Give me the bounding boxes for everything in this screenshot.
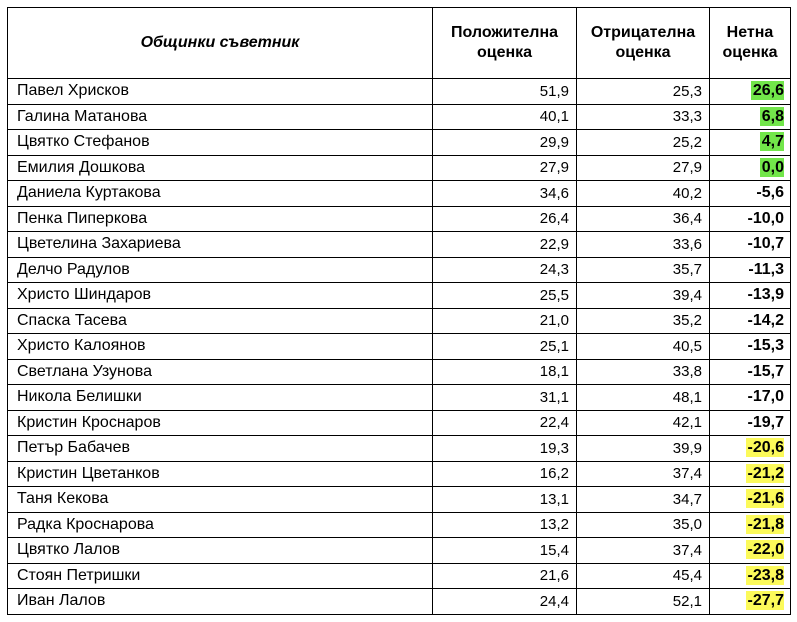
net-rating-value: 0,0 (761, 158, 784, 176)
net-rating-value: -27,7 (747, 592, 784, 610)
councillor-name: Стоян Петришки (8, 563, 433, 589)
negative-rating: 45,4 (577, 563, 710, 589)
negative-rating: 35,0 (577, 512, 710, 538)
councillor-name: Иван Лалов (8, 589, 433, 615)
net-rating (710, 181, 791, 207)
header-positive-line2: оценка (476, 44, 533, 61)
table-row (8, 155, 791, 181)
net-rating-value: -17,0 (747, 388, 784, 406)
table-row (8, 487, 791, 513)
net-rating-value: -23,8 (747, 566, 784, 584)
net-rating (710, 334, 791, 360)
net-rating-value: -13,9 (747, 286, 784, 304)
table-row (8, 104, 791, 130)
net-rating (710, 589, 791, 615)
positive-rating: 27,9 (433, 155, 577, 181)
table-row (8, 512, 791, 538)
net-rating-value: -14,2 (747, 311, 784, 329)
councillor-name: Кристин Кроснаров (8, 410, 433, 436)
positive-rating: 24,3 (433, 257, 577, 283)
header-net-line2: оценка (722, 44, 778, 61)
header-positive (433, 8, 577, 79)
negative-rating: 48,1 (577, 385, 710, 411)
table-row (8, 79, 791, 105)
positive-rating: 34,6 (433, 181, 577, 207)
councillor-name: Цвятко Лалов (8, 538, 433, 564)
positive-rating: 13,1 (433, 487, 577, 513)
negative-rating: 40,5 (577, 334, 710, 360)
table-row (8, 436, 791, 462)
net-rating (710, 206, 791, 232)
table-body (8, 79, 791, 615)
negative-rating: 25,3 (577, 79, 710, 105)
table-row (8, 538, 791, 564)
negative-rating: 27,9 (577, 155, 710, 181)
net-rating (710, 257, 791, 283)
negative-rating: 37,4 (577, 538, 710, 564)
net-rating-value: -15,7 (747, 362, 784, 380)
positive-rating: 29,9 (433, 130, 577, 156)
councillor-name: Христо Шиндаров (8, 283, 433, 309)
positive-rating: 22,9 (433, 232, 577, 258)
councillor-name: Цвятко Стефанов (8, 130, 433, 156)
negative-rating: 36,4 (577, 206, 710, 232)
net-rating (710, 130, 791, 156)
net-rating (710, 461, 791, 487)
positive-rating: 40,1 (433, 104, 577, 130)
positive-rating: 16,2 (433, 461, 577, 487)
net-rating (710, 232, 791, 258)
councillor-name: Павел Хрисков (8, 79, 433, 105)
positive-rating: 25,5 (433, 283, 577, 309)
councillor-name: Спаска Тасева (8, 308, 433, 334)
councillor-name: Даниела Куртакова (8, 181, 433, 207)
net-rating-value: -21,2 (747, 464, 784, 482)
net-rating (710, 155, 791, 181)
header-row (8, 8, 791, 79)
net-rating-value: -20,6 (747, 439, 784, 457)
header-positive-line1: Положителна (450, 24, 559, 41)
table-row (8, 257, 791, 283)
councillor-name: Христо Калоянов (8, 334, 433, 360)
negative-rating: 33,8 (577, 359, 710, 385)
ratings-table (7, 7, 791, 615)
net-rating-value: -19,7 (747, 413, 784, 431)
net-rating (710, 563, 791, 589)
councillor-name: Светлана Узунова (8, 359, 433, 385)
positive-rating: 13,2 (433, 512, 577, 538)
net-rating-value: -5,6 (756, 184, 784, 202)
table-row (8, 181, 791, 207)
net-rating-value: -22,0 (747, 541, 784, 559)
positive-rating: 31,1 (433, 385, 577, 411)
header-net-line1: Нетна (726, 24, 774, 41)
councillor-name: Делчо Радулов (8, 257, 433, 283)
net-rating (710, 410, 791, 436)
net-rating-value: -10,7 (747, 235, 784, 253)
councillor-name: Петър Бабачев (8, 436, 433, 462)
header-councillor: Общинки съветник (8, 8, 433, 79)
table-row (8, 283, 791, 309)
table-row (8, 589, 791, 615)
table-row (8, 206, 791, 232)
positive-rating: 21,6 (433, 563, 577, 589)
net-rating-value: -11,3 (748, 260, 784, 278)
councillor-name: Цветелина Захариева (8, 232, 433, 258)
net-rating (710, 385, 791, 411)
negative-rating: 39,4 (577, 283, 710, 309)
net-rating (710, 104, 791, 130)
councillor-name: Емилия Дошкова (8, 155, 433, 181)
negative-rating: 42,1 (577, 410, 710, 436)
net-rating (710, 436, 791, 462)
header-negative-line1: Отрицателна (590, 24, 696, 41)
councillor-name: Никола Белишки (8, 385, 433, 411)
positive-rating: 21,0 (433, 308, 577, 334)
councillor-name: Кристин Цветанков (8, 461, 433, 487)
positive-rating: 26,4 (433, 206, 577, 232)
table-row (8, 385, 791, 411)
negative-rating: 35,2 (577, 308, 710, 334)
councillor-name: Галина Матанова (8, 104, 433, 130)
net-rating-value: -21,6 (747, 490, 784, 508)
header-net (710, 8, 791, 79)
net-rating (710, 79, 791, 105)
negative-rating: 52,1 (577, 589, 710, 615)
negative-rating: 40,2 (577, 181, 710, 207)
negative-rating: 33,6 (577, 232, 710, 258)
negative-rating: 25,2 (577, 130, 710, 156)
net-rating (710, 359, 791, 385)
table-row (8, 410, 791, 436)
positive-rating: 18,1 (433, 359, 577, 385)
negative-rating: 37,4 (577, 461, 710, 487)
positive-rating: 24,4 (433, 589, 577, 615)
negative-rating: 33,3 (577, 104, 710, 130)
positive-rating: 51,9 (433, 79, 577, 105)
header-negative (577, 8, 710, 79)
councillor-name: Пенка Пиперкова (8, 206, 433, 232)
net-rating (710, 308, 791, 334)
net-rating-value: -21,8 (747, 515, 784, 533)
negative-rating: 34,7 (577, 487, 710, 513)
net-rating (710, 538, 791, 564)
table-row (8, 232, 791, 258)
table-row (8, 563, 791, 589)
net-rating (710, 487, 791, 513)
table-row (8, 308, 791, 334)
net-rating-value: 26,6 (752, 82, 784, 100)
net-rating (710, 283, 791, 309)
councillor-name: Радка Кроснарова (8, 512, 433, 538)
positive-rating: 22,4 (433, 410, 577, 436)
negative-rating: 35,7 (577, 257, 710, 283)
header-negative-line2: оценка (615, 44, 671, 61)
net-rating-value: -10,0 (747, 209, 784, 227)
negative-rating: 39,9 (577, 436, 710, 462)
table-row (8, 334, 791, 360)
councillor-name: Таня Кекова (8, 487, 433, 513)
net-rating-value: -15,3 (747, 337, 784, 355)
net-rating-value: 4,7 (761, 133, 784, 151)
positive-rating: 25,1 (433, 334, 577, 360)
positive-rating: 19,3 (433, 436, 577, 462)
table-row (8, 461, 791, 487)
table-row (8, 130, 791, 156)
net-rating (710, 512, 791, 538)
net-rating-value: 6,8 (761, 107, 784, 125)
table-row (8, 359, 791, 385)
positive-rating: 15,4 (433, 538, 577, 564)
